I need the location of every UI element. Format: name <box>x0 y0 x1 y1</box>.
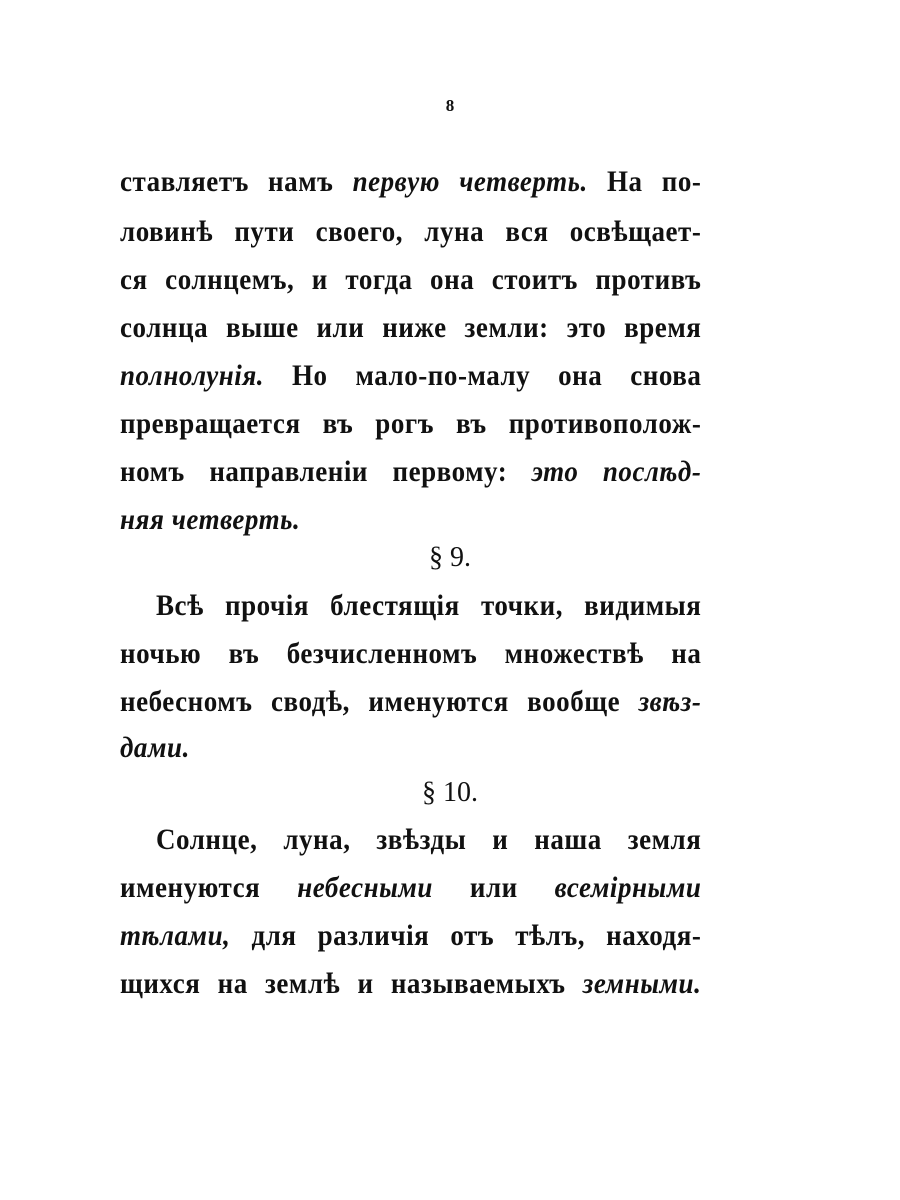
text-run: На по- <box>587 165 702 198</box>
text-run: ночью въ безчисленномъ множествѣ на <box>120 637 702 670</box>
text-run: номъ направленіи первому: <box>120 455 532 488</box>
section-heading-9: § 9. <box>429 542 471 573</box>
text-run: ставляетъ намъ <box>120 165 353 198</box>
text-line <box>120 310 701 346</box>
text-run: небесномъ сводѣ, именуются вообще <box>120 685 639 718</box>
italic-text: няя четверть. <box>120 503 301 536</box>
italic-text: всемірными <box>554 871 702 904</box>
text-run: солнца выше или ниже земли: это время <box>120 311 702 344</box>
text-line <box>120 262 701 298</box>
italic-text: земными. <box>582 967 702 1000</box>
text-run: превращается въ рогъ въ противополож- <box>120 407 702 440</box>
text-run: Солнце, луна, звѣзды и наша земля <box>156 823 702 856</box>
text-line <box>120 918 701 954</box>
text-line <box>120 454 701 490</box>
text-line <box>120 406 701 442</box>
italic-text: первую четверть. <box>352 165 588 198</box>
italic-text: звѣз- <box>638 685 702 718</box>
italic-text: тѣлами, <box>120 919 231 952</box>
text-line <box>120 358 701 394</box>
text-line <box>120 966 701 1002</box>
section-heading-10: § 10. <box>422 777 478 808</box>
italic-text: небесными <box>297 871 433 904</box>
text-run: щихся на землѣ и называемыхъ <box>120 967 583 1000</box>
text-line <box>120 822 701 858</box>
italic-text: полнолунія. <box>120 359 265 392</box>
text-run: Всѣ прочія блестящія точки, видимыя <box>156 589 702 622</box>
page-number: 8 <box>445 96 455 115</box>
text-line <box>120 636 701 672</box>
text-line <box>120 214 701 250</box>
text-line <box>120 164 701 200</box>
text-run: Но мало-по-малу она снова <box>264 359 702 392</box>
text-line <box>120 588 701 624</box>
text-line <box>120 730 701 766</box>
text-line <box>120 870 701 906</box>
italic-text: дами. <box>120 731 190 764</box>
text-run: именуются <box>120 871 298 904</box>
text-line <box>120 502 701 538</box>
text-line <box>120 684 701 720</box>
text-run: или <box>432 871 555 904</box>
text-run: ся солнцемъ, и тогда она стоитъ противъ <box>120 263 702 296</box>
italic-text: это послѣд- <box>531 455 702 488</box>
text-run: ловинѣ пути своего, луна вся освѣщает- <box>120 215 702 248</box>
text-run: для различія отъ тѣлъ, находя- <box>230 919 702 952</box>
